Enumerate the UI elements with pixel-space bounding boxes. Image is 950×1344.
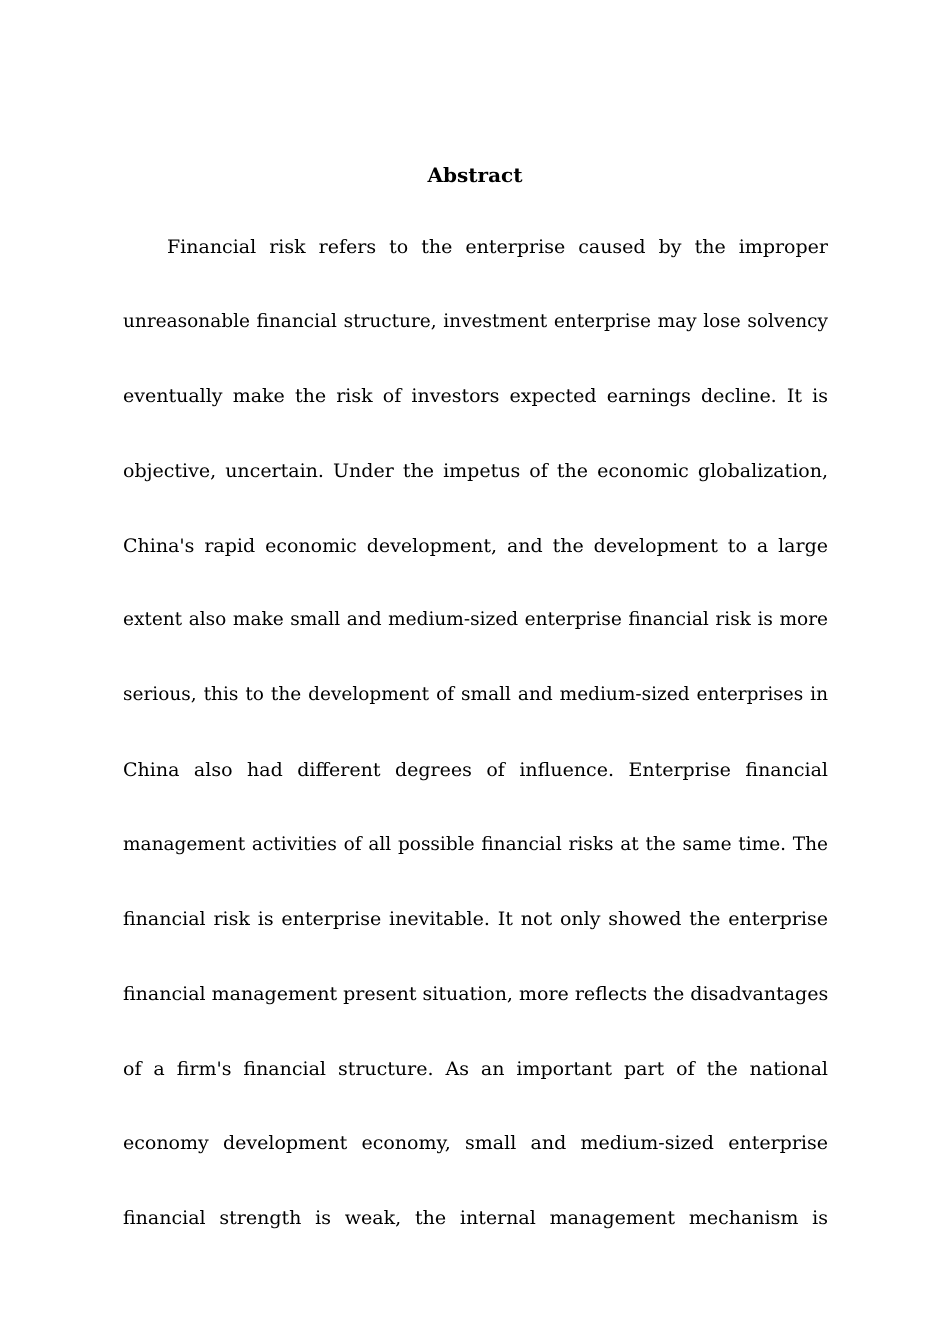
abstract-line: financial risk is enterprise inevitable. It not only showed the enterprise [123, 908, 828, 931]
abstract-line: China also had different degrees of influence. Enterprise financial [123, 758, 828, 781]
abstract-title: Abstract [427, 163, 523, 187]
abstract-line: financial strength is weak, the internal management mechanism is [123, 1206, 828, 1229]
abstract-line: financial management present situation, more reflects the disadvantages [123, 982, 829, 1005]
abstract-body [123, 210, 828, 1256]
abstract-line: China's rapid economic development, and the development to a large [123, 534, 828, 557]
abstract-line: objective, uncertain. Under the impetus of the economic globalization, [123, 460, 828, 483]
abstract-line: serious, this to the development of small and medium-sized enterprises in [123, 684, 828, 706]
abstract-line: Financial risk refers to the enterprise caused by the improper [167, 236, 828, 258]
abstract-line: economy development economy, small and medium-sized enterprise [123, 1132, 828, 1155]
abstract-line: eventually make the risk of investors expected earnings decline. It is [123, 385, 828, 408]
abstract-line: of a firm's financial structure. As an important part of the national [123, 1057, 828, 1080]
abstract-line: management activities of all possible financial risks at the same time. The [123, 833, 828, 855]
abstract-line: extent also make small and medium-sized enterprise financial risk is more [123, 609, 828, 631]
abstract-line: unreasonable financial structure, investment enterprise may lose solvency [123, 310, 828, 332]
